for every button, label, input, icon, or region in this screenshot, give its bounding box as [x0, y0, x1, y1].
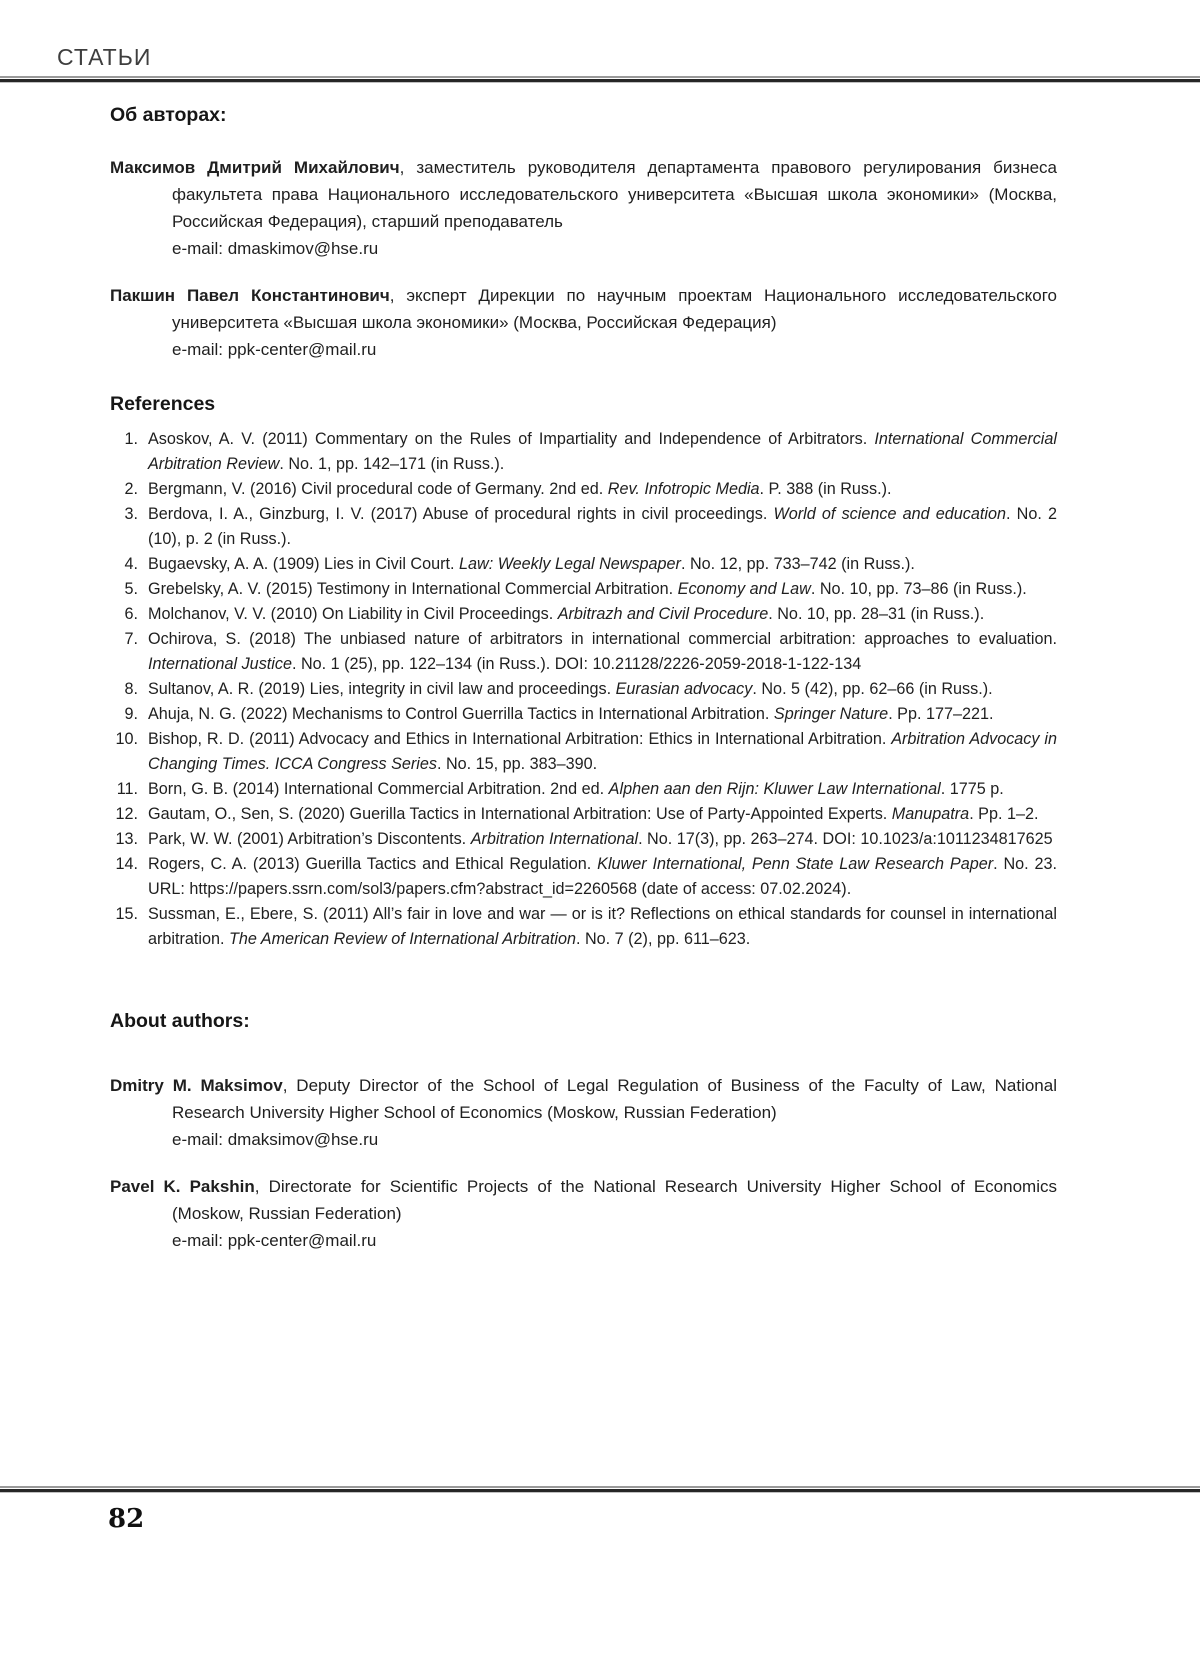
reference-item — [110, 902, 1057, 952]
text-run: , Directorate for Scientific Projects of the National Research University Higher School of Economics (Moskow, Russian Federation) — [172, 1177, 1057, 1223]
reference-number: 3. — [124, 505, 138, 523]
text-run: . No. 17(3), pp. 263–274. DOI: 10.1023/a:1011234817625 — [638, 830, 1053, 848]
reference-number: 10. — [115, 730, 138, 748]
heading-about-authors-en: About authors: — [110, 1010, 250, 1032]
text-run: Berdova, I. A., Ginzburg, I. V. (2017) Abuse of procedural rights in civil proceedings. — [148, 505, 774, 523]
text-run: . 1775 p. — [940, 780, 1004, 798]
reference-item — [110, 552, 1057, 577]
text-run: . No. 15, pp. 383–390. — [436, 755, 598, 773]
text-run: Sussman, E., Ebere, S. (2011) All’s fair in love and war — or is it? Reflections on ethical standards for counsel in international arbitration. — [148, 905, 1057, 948]
text-run: . No. 1, pp. 142–171 (in Russ.). — [279, 455, 505, 473]
italic-source-title: Economy and Law — [677, 580, 811, 598]
reference-number: 1. — [124, 430, 138, 448]
bottom-divider — [0, 1486, 1200, 1493]
italic-source-title: Rev. Infotropic Media — [607, 480, 760, 498]
heading-about-authors-ru: Об авторах: — [110, 104, 227, 126]
reference-number: 6. — [124, 605, 138, 623]
reference-item — [110, 827, 1057, 852]
italic-source-title: Springer Nature — [773, 705, 889, 723]
reference-number: 14. — [115, 855, 138, 873]
italic-source-title: Law: Weekly Legal Newspaper — [459, 555, 681, 573]
text-run: . No. 1 (25), pp. 122–134 (in Russ.). DOI: 10.21128/2226-2059-2018-1-122-134 — [291, 655, 862, 673]
text-run: . No. 7 (2), pp. 611–623. — [575, 930, 751, 948]
author-name: Dmitry M. Maksimov — [110, 1076, 283, 1095]
text-run: . No. 2 (10), p. 2 (in Russ.). — [148, 505, 1058, 548]
reference-number: 8. — [124, 680, 138, 698]
reference-item — [110, 777, 1057, 802]
reference-number: 2. — [124, 480, 138, 498]
page-number: 82 — [108, 1504, 145, 1534]
references-list — [110, 427, 1057, 952]
reference-number: 4. — [124, 555, 138, 573]
text-run: Park, W. W. (2001) Arbitration’s Discontents. — [148, 830, 471, 848]
italic-source-title: Kluwer International, Penn State Law Research Paper — [597, 855, 994, 873]
text-run: Bugaevsky, A. A. (1909) Lies in Civil Court. — [148, 555, 459, 573]
text-run: Grebelsky, A. V. (2015) Testimony in International Commercial Arbitration. — [148, 580, 678, 598]
text-run: , заместитель руководителя департамента правового регулирования бизнеса факультета права Национального исследовательского университета «Высшая школа экономики» (Москва, Российская Федерация), старший преподаватель — [172, 158, 1057, 231]
italic-source-title: Arbitrazh and Civil Procedure — [557, 605, 769, 623]
text-run: Molchanov, V. V. (2010) On Liability in Civil Proceedings. — [148, 605, 558, 623]
italic-source-title: Arbitration Advocacy in Changing Times. ICCA Congress Series — [148, 730, 1057, 773]
reference-item — [110, 727, 1057, 777]
reference-item — [110, 802, 1057, 827]
text-run: , Deputy Director of the School of Legal Regulation of Business of the Faculty of Law, National Research University Higher School of Economics (Moskow, Russian Federation) — [172, 1076, 1057, 1122]
reference-number: 12. — [115, 805, 138, 823]
reference-item — [110, 627, 1057, 677]
text-run: . No. 12, pp. 733–742 (in Russ.). — [680, 555, 915, 573]
authors-en-group — [110, 1072, 1057, 1254]
text-run: . No. 10, pp. 73–86 (in Russ.). — [810, 580, 1027, 598]
author-paragraph — [110, 282, 1057, 363]
reference-number: 11. — [116, 780, 138, 798]
text-run: Ahuja, N. G. (2022) Mechanisms to Control Guerrilla Tactics in International Arbitration. — [148, 705, 774, 723]
author-name: Пакшин Павел Константинович — [110, 286, 390, 305]
reference-item — [110, 852, 1057, 902]
author-paragraph — [110, 1173, 1057, 1254]
text-run: Rogers, C. A. (2013) Guerilla Tactics and Ethical Regulation. — [148, 855, 598, 873]
author-name: Максимов Дмитрий Михайлович — [110, 158, 400, 177]
reference-number: 7. — [124, 630, 138, 648]
reference-item — [110, 502, 1057, 552]
reference-number: 5. — [124, 580, 138, 598]
text-run: . No. 10, pp. 28–31 (in Russ.). — [768, 605, 985, 623]
reference-item — [110, 677, 1057, 702]
author-paragraph — [110, 154, 1057, 262]
text-run: Bishop, R. D. (2011) Advocacy and Ethics in International Arbitration: Ethics in International Arbitration. — [148, 730, 892, 748]
reference-number: 15. — [115, 905, 138, 923]
italic-source-title: International Commercial Arbitration Review — [148, 430, 1058, 473]
text-run: e-mail: dmaskimov@hse.ru — [172, 239, 379, 258]
italic-source-title: World of science and education — [773, 505, 1006, 523]
italic-source-title: The American Review of International Arbitration — [228, 930, 576, 948]
italic-source-title: International Justice — [148, 655, 292, 673]
reference-number: 9. — [124, 705, 138, 723]
text-run: . Pp. 1–2. — [969, 805, 1039, 823]
masthead-section-label: СТАТЬИ — [57, 44, 152, 70]
reference-number: 13. — [115, 830, 138, 848]
text-run: e-mail: ppk-center@mail.ru — [172, 340, 377, 359]
top-divider — [0, 76, 1200, 83]
reference-item — [110, 477, 1057, 502]
text-run: Asoskov, A. V. (2011) Commentary on the Rules of Impartiality and Independence of Arbitrators. — [148, 430, 875, 448]
page-content — [110, 102, 1057, 1274]
heading-references: References — [110, 393, 216, 415]
text-run: e-mail: dmaksimov@hse.ru — [172, 1130, 379, 1149]
italic-source-title: Manupatra — [891, 805, 970, 823]
reference-item — [110, 702, 1057, 727]
text-run: Sultanov, A. R. (2019) Lies, integrity in civil law and proceedings. — [148, 680, 616, 698]
text-run: . P. 388 (in Russ.). — [759, 480, 892, 498]
text-run: e-mail: ppk-center@mail.ru — [172, 1231, 377, 1250]
text-run: Gautam, O., Sen, S. (2020) Guerilla Tactics in International Arbitration: Use of Party-Appointed Experts. — [148, 805, 892, 823]
author-paragraph — [110, 1072, 1057, 1153]
text-run: Bergmann, V. (2016) Civil procedural code of Germany. 2nd ed. — [148, 480, 608, 498]
italic-source-title: Arbitration International — [470, 830, 639, 848]
text-run: , эксперт Дирекции по научным проектам Национального исследовательского университета «Высшая школа экономики» (Москва, Российская Федерация) — [172, 286, 1057, 332]
text-run: . Pp. 177–221. — [888, 705, 994, 723]
text-run: . No. 5 (42), pp. 62–66 (in Russ.). — [752, 680, 993, 698]
italic-source-title: Eurasian advocacy — [615, 680, 753, 698]
text-run: . No. 23. URL: https://papers.ssrn.com/sol3/papers.cfm?abstract_id=2260568 (date of access: 07.02.2024). — [148, 855, 1057, 898]
text-run: Ochirova, S. (2018) The unbiased nature of arbitrators in international commercial arbitration: approaches to evaluation. — [148, 630, 1057, 648]
reference-item — [110, 427, 1057, 477]
reference-item — [110, 577, 1057, 602]
reference-item — [110, 602, 1057, 627]
author-name: Pavel K. Pakshin — [110, 1177, 255, 1196]
text-run: Born, G. B. (2014) International Commercial Arbitration. 2nd ed. — [148, 780, 609, 798]
authors-ru-group — [110, 154, 1057, 363]
italic-source-title: Alphen aan den Rijn: Kluwer Law International — [608, 780, 941, 798]
